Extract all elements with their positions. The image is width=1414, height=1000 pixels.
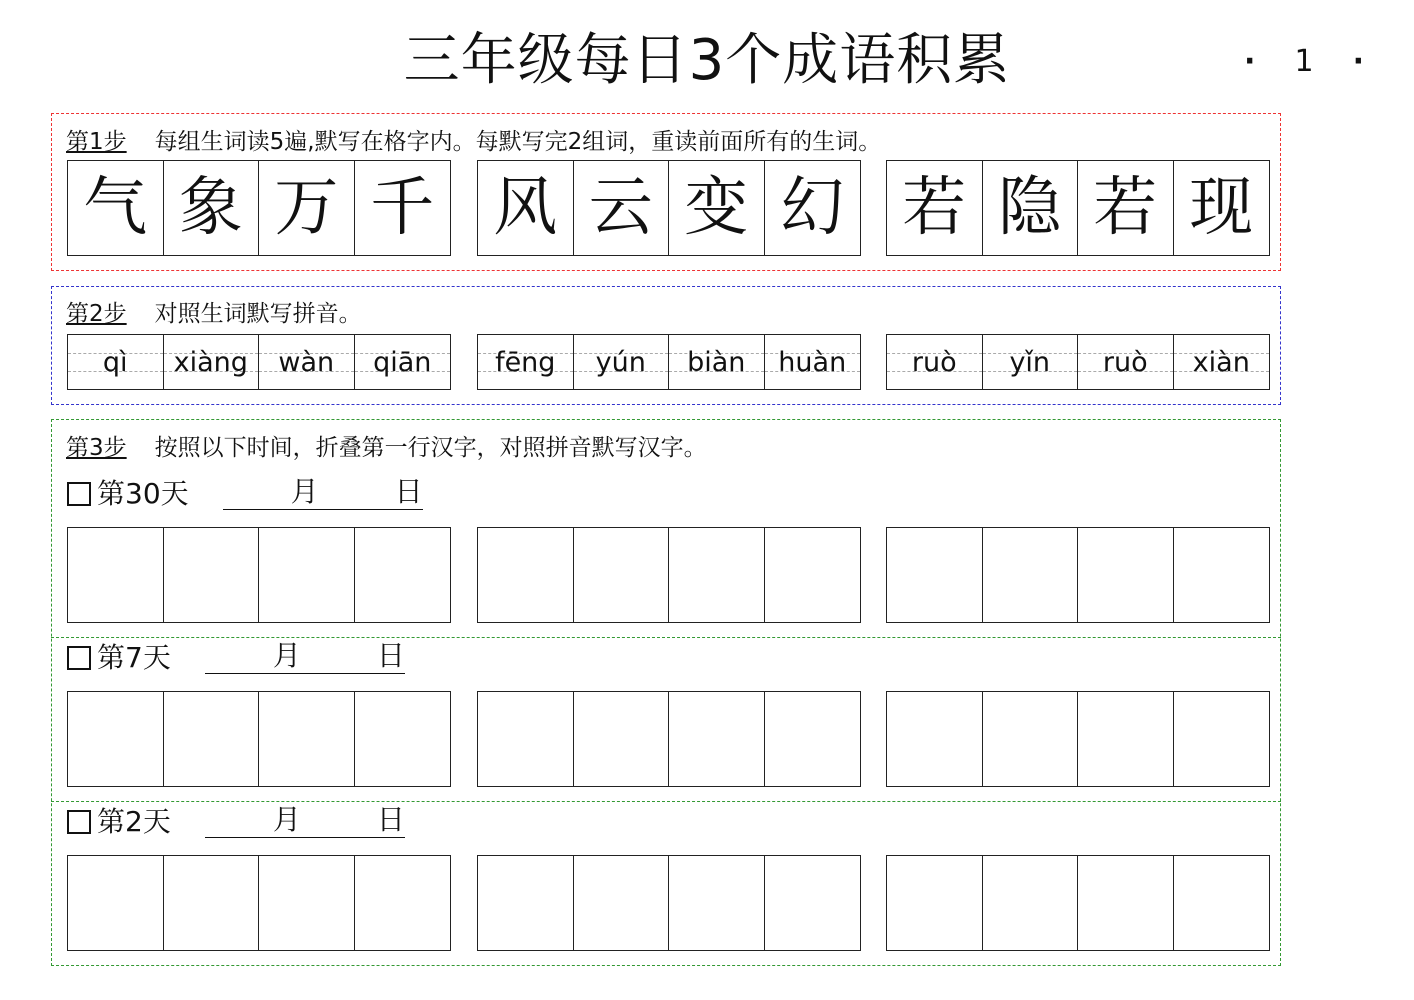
pinyin-cell: huàn: [765, 335, 861, 389]
day-label: 第2天: [97, 805, 171, 838]
writing-cell[interactable]: [68, 528, 164, 622]
writing-cell[interactable]: [669, 692, 765, 786]
writing-cell[interactable]: [669, 856, 765, 950]
writing-cell[interactable]: [887, 528, 983, 622]
step1-label: 第1步: [66, 129, 127, 155]
day-checkbox[interactable]: [67, 646, 91, 670]
writing-cell[interactable]: [983, 856, 1079, 950]
writing-cell[interactable]: [478, 528, 574, 622]
pinyin-cell: wàn: [259, 335, 355, 389]
writing-cell[interactable]: [259, 856, 355, 950]
step1-instruction: 每组生词读5遍,默写在格字内。每默写完2组词，重读前面所有的生词。: [154, 129, 882, 155]
writing-cell[interactable]: [574, 528, 670, 622]
date-field[interactable]: [205, 638, 405, 674]
step2-label: 第2步: [66, 301, 127, 327]
day-label: 第30天: [97, 477, 189, 510]
pinyin-cell: fēng: [478, 335, 574, 389]
month-label: 月: [290, 474, 319, 508]
writing-group: [886, 855, 1270, 951]
writing-cell[interactable]: [355, 856, 451, 950]
page-number-value: 1: [1294, 44, 1314, 79]
pinyin-cell: biàn: [669, 335, 765, 389]
idiom-group-2: [477, 160, 861, 256]
writing-cell[interactable]: [164, 856, 260, 950]
step2-header: [66, 300, 362, 328]
writing-cell[interactable]: [765, 692, 861, 786]
day-of-month-label: 日: [376, 638, 405, 672]
day-checkbox[interactable]: [67, 810, 91, 834]
step3-header: [66, 434, 707, 462]
writing-cell[interactable]: [259, 692, 355, 786]
writing-group: [886, 691, 1270, 787]
writing-cell[interactable]: [68, 856, 164, 950]
idiom-char-cell: 若: [1078, 161, 1174, 255]
pinyin-cell: xiàn: [1174, 335, 1270, 389]
writing-cell[interactable]: [983, 692, 1079, 786]
writing-cell[interactable]: [355, 692, 451, 786]
writing-cell[interactable]: [1078, 692, 1174, 786]
writing-cell[interactable]: [164, 528, 260, 622]
pinyin-cell: qiān: [355, 335, 451, 389]
writing-cell[interactable]: [1078, 856, 1174, 950]
pinyin-cell: ruò: [1078, 335, 1174, 389]
pinyin-cell: yún: [574, 335, 670, 389]
date-field[interactable]: [205, 802, 405, 838]
writing-cell[interactable]: [355, 528, 451, 622]
date-field[interactable]: [223, 474, 423, 510]
writing-cell[interactable]: [68, 692, 164, 786]
writing-cell[interactable]: [1174, 692, 1270, 786]
writing-group: [477, 527, 861, 623]
writing-cell[interactable]: [478, 856, 574, 950]
idiom-char-cell: 云: [574, 161, 670, 255]
writing-cell[interactable]: [1078, 528, 1174, 622]
idiom-group-3: [886, 160, 1270, 256]
idiom-char-cell: 气: [68, 161, 164, 255]
day-header-7: [67, 638, 405, 675]
pinyin-cell: qì: [68, 335, 164, 389]
writing-cell[interactable]: [887, 856, 983, 950]
month-label: 月: [272, 638, 301, 672]
writing-cell[interactable]: [765, 528, 861, 622]
page-number: · 1 ·: [1244, 44, 1364, 79]
writing-group: [477, 855, 861, 951]
step2-instruction: 对照生词默写拼音。: [154, 301, 362, 327]
writing-cell[interactable]: [1174, 528, 1270, 622]
pinyin-group-2: [477, 334, 861, 390]
writing-cell[interactable]: [478, 692, 574, 786]
pinyin-cell: yǐn: [983, 335, 1079, 389]
idiom-char-cell: 变: [669, 161, 765, 255]
idiom-char-cell: 风: [478, 161, 574, 255]
writing-cell[interactable]: [164, 692, 260, 786]
step1-header: [66, 128, 881, 156]
writing-group: [67, 855, 451, 951]
day-checkbox[interactable]: [67, 482, 91, 506]
pinyin-cell: xiàng: [164, 335, 260, 389]
day-header-2: [67, 802, 405, 839]
step3-instruction: 按照以下时间，折叠第一行汉字，对照拼音默写汉字。: [154, 435, 707, 461]
pinyin-group-3: [886, 334, 1270, 390]
idiom-char-cell: 若: [887, 161, 983, 255]
idiom-char-cell: 象: [164, 161, 260, 255]
idiom-char-cell: 现: [1189, 171, 1254, 245]
idiom-char-cell: 千: [370, 171, 435, 245]
month-label: 月: [272, 802, 301, 836]
idiom-char-cell: 隐: [983, 161, 1079, 255]
writing-group: [67, 691, 451, 787]
day-label: 第7天: [97, 641, 171, 674]
writing-cell[interactable]: [574, 692, 670, 786]
writing-cell[interactable]: [574, 856, 670, 950]
writing-cell[interactable]: [1174, 856, 1270, 950]
idiom-group-1: [67, 160, 451, 256]
page-title: 三年级每日3个成语积累: [403, 28, 1011, 93]
day-of-month-label: 日: [394, 474, 423, 508]
writing-group: [477, 691, 861, 787]
pinyin-cell: ruò: [887, 335, 983, 389]
idiom-char-cell: 幻: [780, 171, 845, 245]
idiom-char-cell: 万: [259, 161, 355, 255]
writing-group: [67, 527, 451, 623]
writing-cell[interactable]: [983, 528, 1079, 622]
step3-label: 第3步: [66, 435, 127, 461]
writing-cell[interactable]: [887, 692, 983, 786]
writing-cell[interactable]: [669, 528, 765, 622]
day-header-30: [67, 474, 423, 511]
writing-group: [886, 527, 1270, 623]
writing-cell[interactable]: [259, 528, 355, 622]
pinyin-group-1: [67, 334, 451, 390]
day-of-month-label: 日: [376, 802, 405, 836]
writing-cell[interactable]: [765, 856, 861, 950]
